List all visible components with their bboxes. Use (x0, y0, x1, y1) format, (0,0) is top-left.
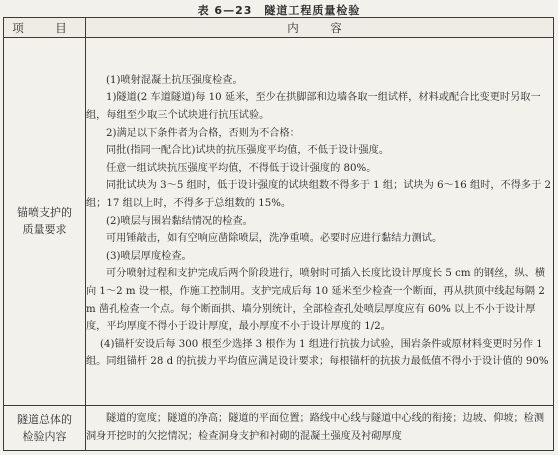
table-row-shotcrete (4, 38, 554, 406)
content-paragraph: 可用锤敲击，如有空响应凿除喷层，洗净重喷。必要时应进行黏结力测试。 (106, 233, 443, 245)
content-paragraph: 2)满足以下条件者为合格，否则为不合格： (106, 127, 300, 139)
content-paragraph: (2)喷层与围岩黏结情况的检查。 (106, 215, 253, 227)
header-content: 内 容 (86, 18, 554, 38)
item-cell-tunnel-overall (4, 405, 86, 450)
table-row-tunnel-overall (4, 405, 554, 450)
content-cell-shotcrete (86, 38, 554, 406)
item-line: 隧道总体的 (17, 412, 72, 426)
item-cell-shotcrete (4, 38, 86, 406)
content-paragraph: 隧道的宽度；隧道的净高；隧道的平面位置；路线中心线与隧道中心线的衔接；边坡、仰坡；检测洞身开挖时的欠挖情况；检查洞身支护和衬砌的混凝土强度及衬砌厚度 (86, 412, 545, 442)
item-line: 检验内容 (22, 429, 67, 443)
content-paragraph: 同批试块为 3～5 组时，低于设计强度的试块组数不得多于 1 组；试块为 6～16 组时，不得多于 2 组；17 组以上时，不得多于总组数的 15%。 (86, 180, 551, 209)
content-paragraph: 任意一组试块抗压强度平均值，不得低于设计强度的 80%。 (106, 162, 377, 174)
table-caption: 表 6—23 隧道工程质量检验 (197, 4, 361, 17)
content-paragraph: (4)锚杆安设后每 300 根至少选择 3 根作为 1 组进行抗拔力试验，围岩条件或原材料变更时另作 1 组。同组锚杆 28 d 的抗拔力平均值应满足设计要求；每根锚杆的抗拔力最低值不得小于设计值的 90% (86, 338, 549, 368)
content-paragraph: 1)隧道(2 车道隧道)每 10 延米，至少在拱脚部和边墙各取一组试样，材料或配合比变更时另取一组，每组至少取三个试块进行抗压试验。 (86, 92, 541, 121)
header-item: 项 目 (4, 18, 86, 38)
content-paragraph: (1)喷射混凝土抗压强度检查。 (106, 74, 243, 86)
content-paragraph: 可分喷射过程和支护完成后两个阶段进行，喷射时可插入长度比设计厚度长 5 cm 的钢丝，纵、横向 1～2 m 设一根，作施工控制用。支护完成后每 10 延米至少检查一个断面，再从拱顶中线起每隔 2 m 凿孔检查一个点。每个断面拱、墙分别统计，全部检查孔处喷层厚度应有 60% 以上不小于设计厚度，平均厚度不得小于设计厚度，最小厚度不小于设计厚度的 1/2。 (86, 268, 546, 333)
content-paragraph: 同批(指同一配合比)试块的抗压强度平均值，不低于设计强度。 (106, 145, 390, 157)
content-cell-tunnel-overall (86, 405, 554, 450)
item-line: 质量要求 (22, 223, 67, 237)
table-header-row (4, 18, 554, 38)
item-line: 锚喷支护的 (17, 206, 72, 220)
content-paragraph: (3)喷层厚度检查。 (106, 250, 192, 262)
quality-inspection-table (3, 17, 554, 451)
